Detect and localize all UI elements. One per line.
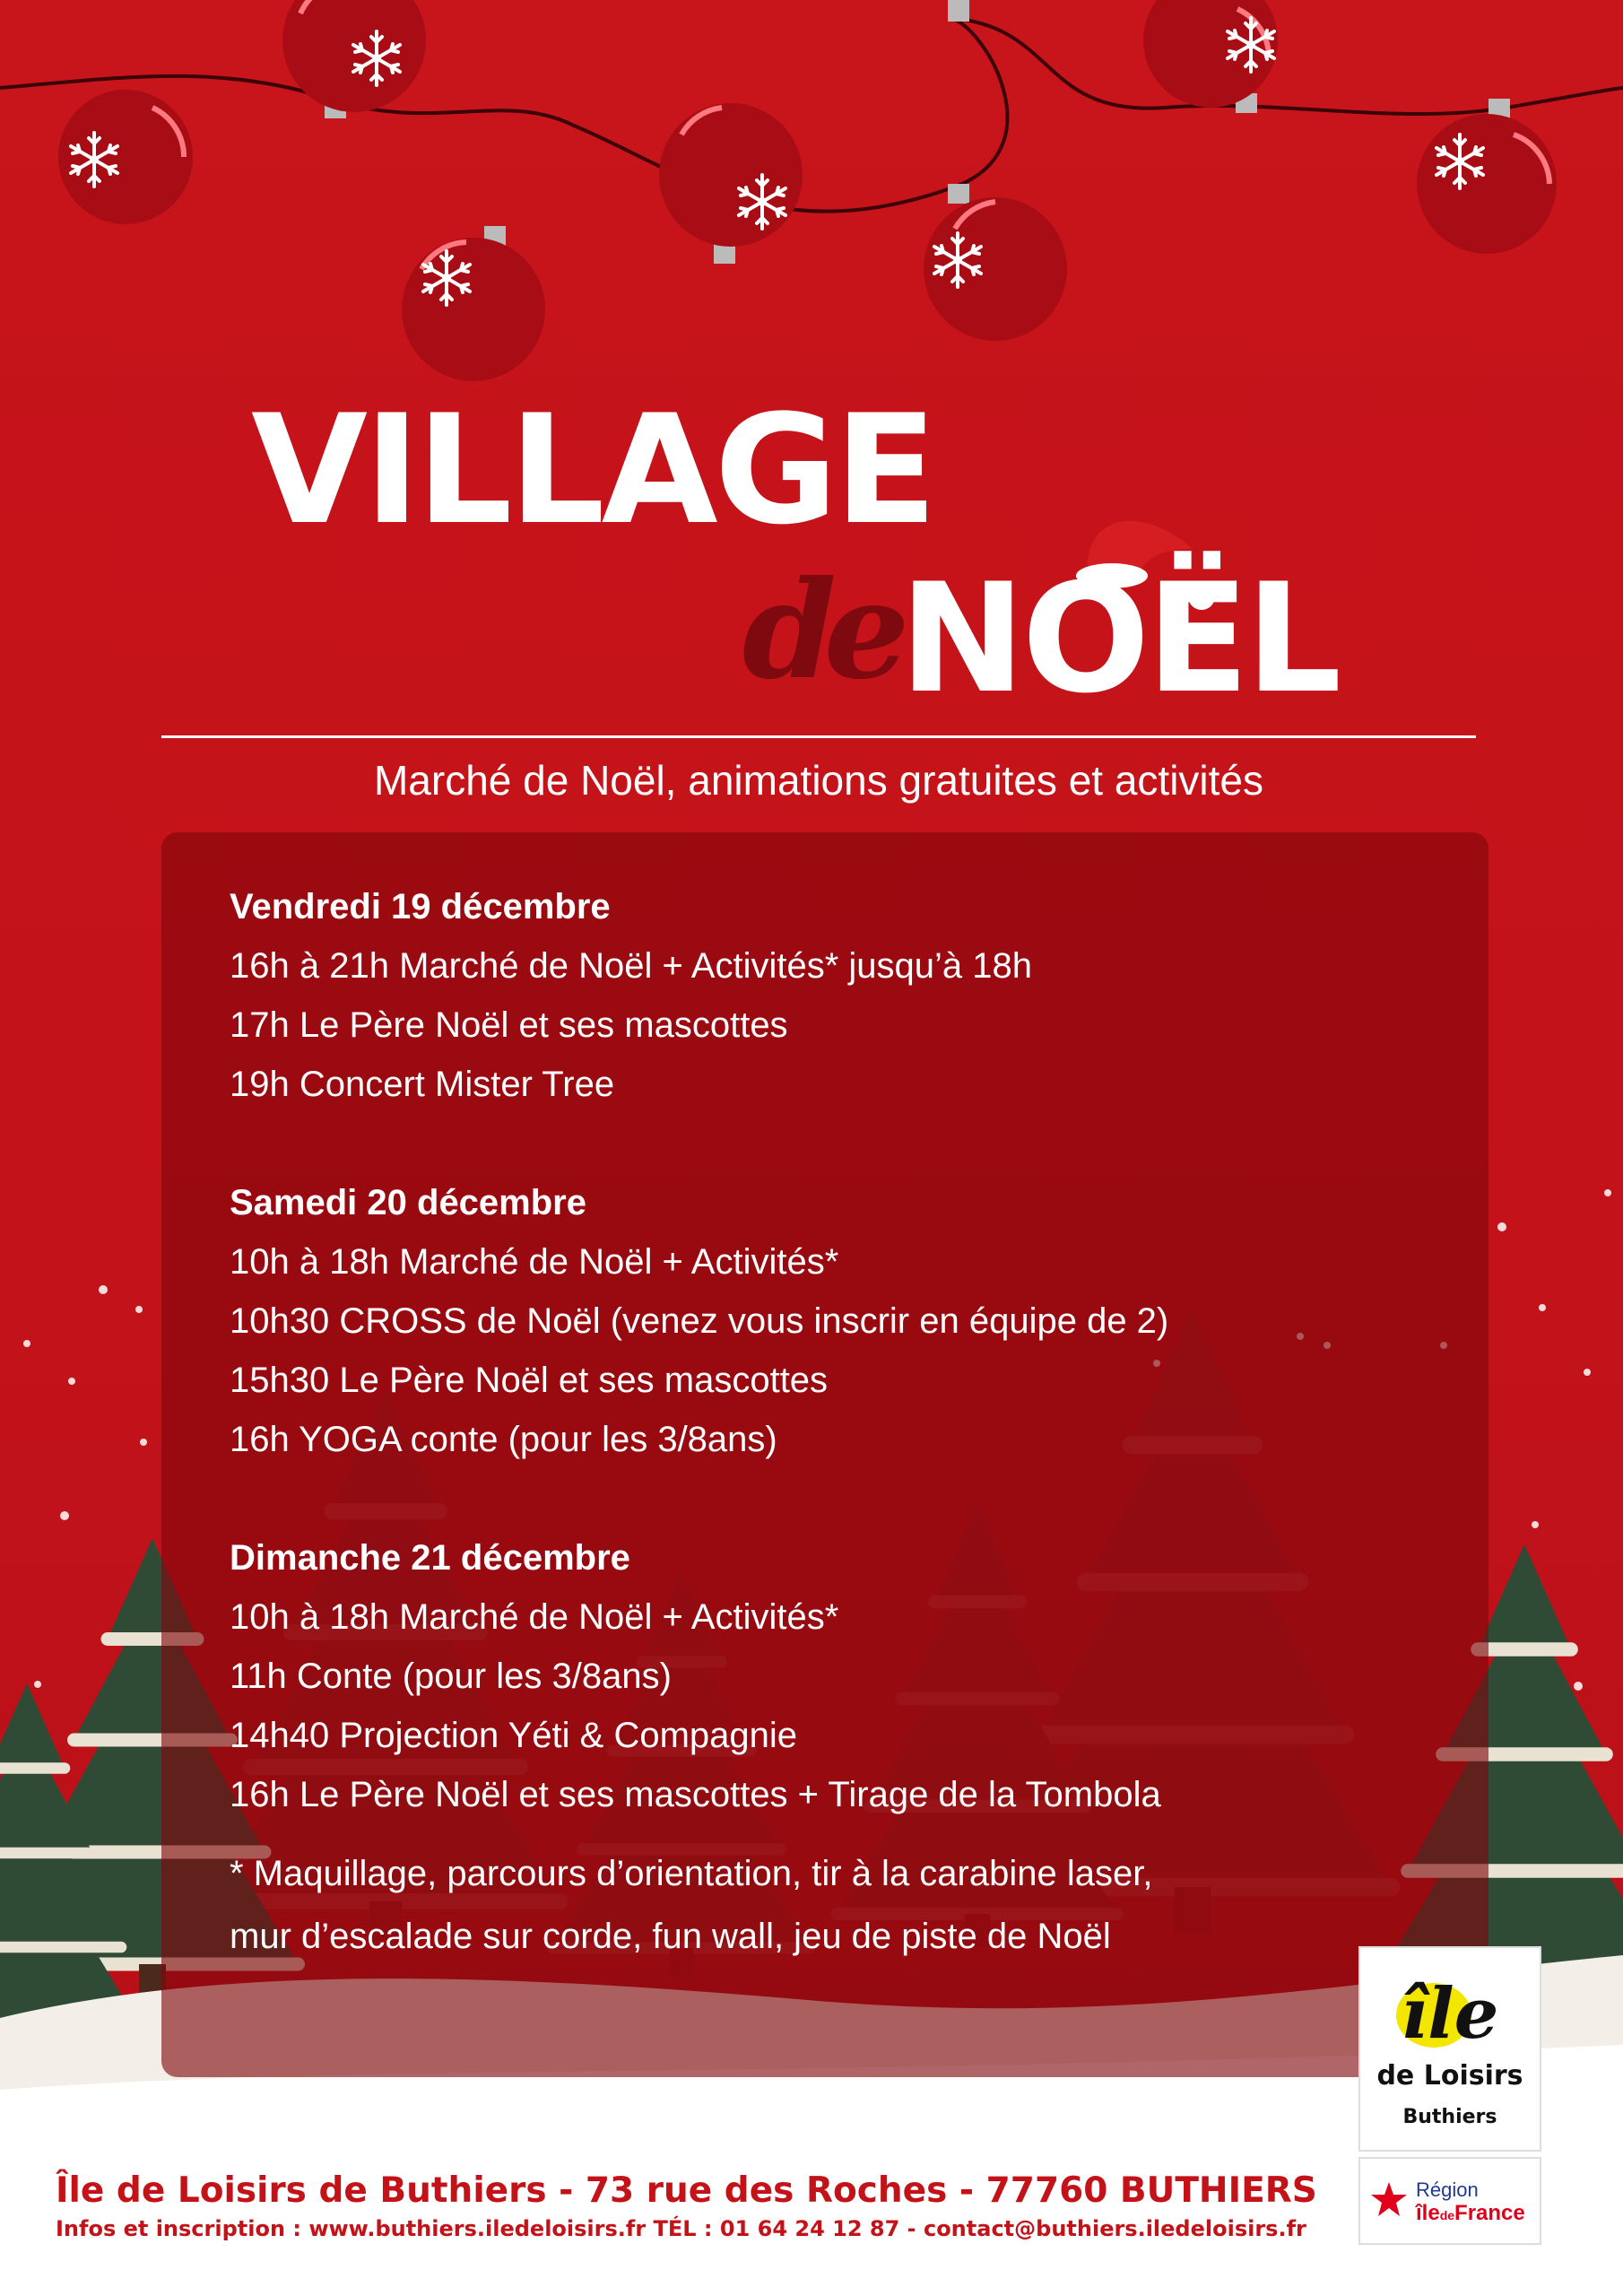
region-line2 — [1415, 2201, 1525, 2225]
event-item: 10h à 18h Marché de Noël + Activités* — [230, 1242, 839, 1282]
title-divider — [161, 735, 1476, 738]
ornament-icon — [924, 0, 1067, 341]
spacer — [230, 1114, 1467, 1173]
event-item: 15h30 Le Père Noël et ses mascottes — [230, 1361, 829, 1400]
spacer — [230, 1469, 1467, 1528]
logo-mark — [1360, 1948, 1540, 2150]
day-block — [230, 1528, 1467, 1824]
footnote-line: mur d’escalade sur corde, fun wall, jeu de piste de Noël — [230, 1917, 1111, 1956]
event-item: 10h30 CROSS de Noël (venez vous inscrir en équipe de 2) — [230, 1301, 1169, 1341]
logo-place: Buthiers — [1402, 2106, 1497, 2128]
event-item: 14h40 Projection Yéti & Compagnie — [230, 1716, 798, 1755]
event-item: 11h Conte (pour les 3/8ans) — [230, 1657, 672, 1696]
title-noel: NOËL — [899, 551, 1339, 726]
ornament-icon — [282, 0, 426, 118]
day-title: Samedi 20 décembre — [230, 1183, 586, 1222]
ornament-icon — [659, 103, 803, 264]
region-ile-de-france-logo — [1358, 2157, 1541, 2245]
event-item: 10h à 18h Marché de Noël + Activités* — [230, 1597, 839, 1637]
day-block — [230, 877, 1467, 1114]
region-line1: Région — [1416, 2179, 1479, 2201]
logo-name: de Loisirs — [1376, 2060, 1523, 2092]
program-content — [230, 877, 1467, 1968]
day-title: Vendredi 19 décembre — [230, 887, 611, 926]
footer-address: Île de Loisirs de Buthiers - 73 rue des Roches - 77760 BUTHIERS — [56, 2170, 1317, 2211]
ornament-icon — [402, 226, 545, 381]
event-item: 19h Concert Mister Tree — [230, 1065, 615, 1104]
region-de: de — [1439, 2208, 1455, 2222]
day-block — [230, 1173, 1467, 1469]
subtitle: Marché de Noël, animations gratuites et activités — [373, 757, 1264, 804]
day-title: Dimanche 21 décembre — [230, 1538, 630, 1578]
title-village: VILLAGE — [251, 382, 934, 558]
region-logo-mark — [1360, 2159, 1540, 2243]
program-panel — [161, 832, 1488, 2077]
ornament-icon — [1143, 0, 1278, 113]
event-item: 16h Le Père Noël et ses mascottes + Tirage de la Tombola — [230, 1775, 1161, 1814]
footnote-line: * Maquillage, parcours d’orientation, tir à la carabine laser, — [230, 1854, 1153, 1893]
ornament-icon — [1417, 99, 1557, 254]
region-ile: île — [1416, 2201, 1440, 2225]
event-item: 16h à 21h Marché de Noël + Activités* jusqu’à 18h — [230, 946, 1033, 986]
activities-footnote — [230, 1842, 1467, 1968]
footer-contact: Infos et inscription : www.buthiers.iledeloisirs.fr TÉL : 01 64 24 12 87 - contact@buthiers.iledeloisirs.fr — [56, 2216, 1306, 2241]
region-france: France — [1454, 2201, 1525, 2225]
ornament-icon — [58, 90, 193, 224]
event-item: 16h YOGA conte (pour les 3/8ans) — [230, 1420, 777, 1459]
event-item: 17h Le Père Noël et ses mascottes — [230, 1005, 788, 1045]
title-de: de — [742, 552, 898, 709]
logo-mark-text: île — [1401, 1973, 1499, 2055]
star-icon — [1371, 2182, 1407, 2216]
ile-de-loisirs-logo — [1358, 1946, 1541, 2152]
